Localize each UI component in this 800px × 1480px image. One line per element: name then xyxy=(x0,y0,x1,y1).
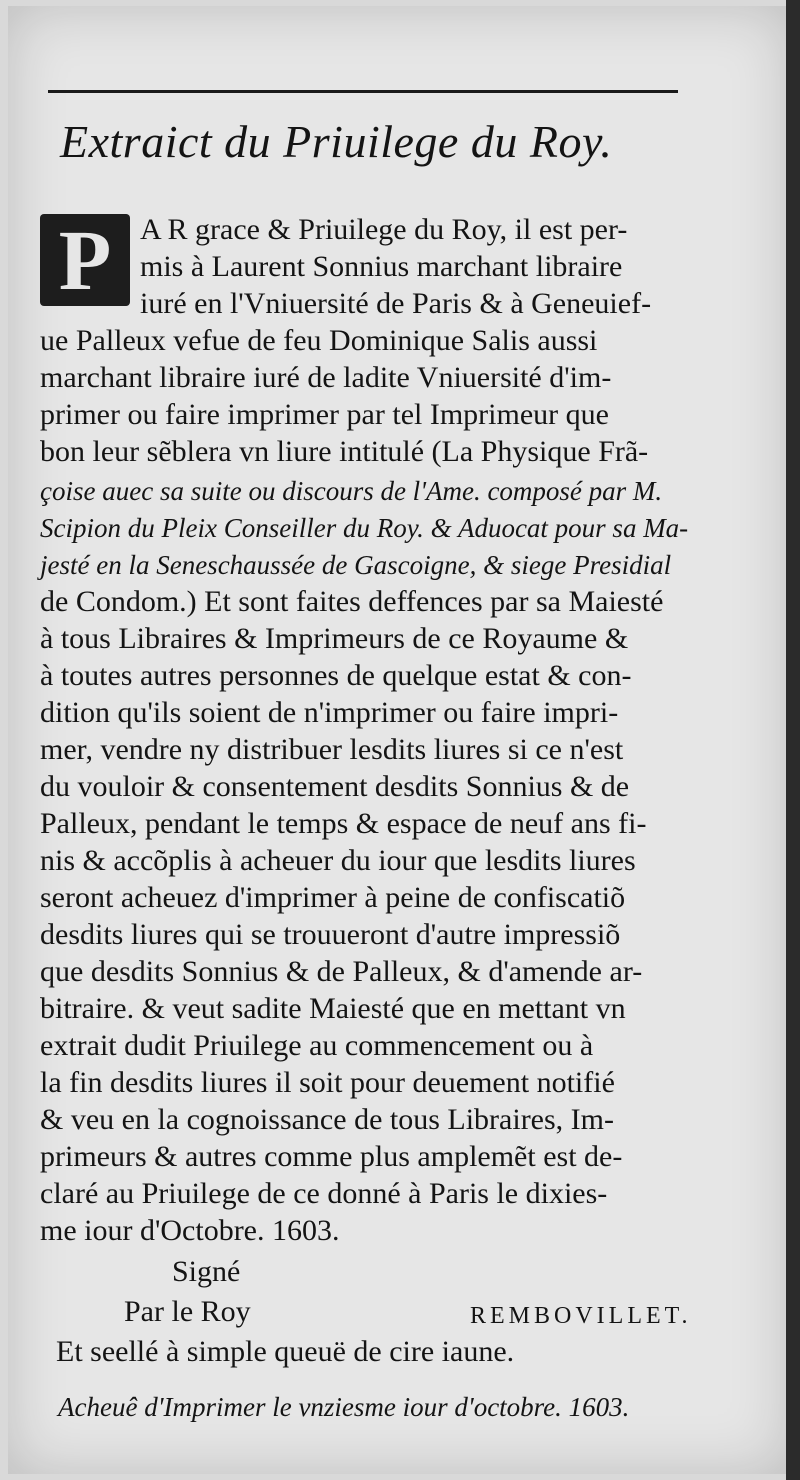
page-edge-shadow xyxy=(786,0,800,1480)
text-line: nis & accõplis à acheuer du iour que lesdits liures xyxy=(40,844,636,877)
text-line: me iour d'Octobre. 1603. xyxy=(40,1214,340,1247)
signe-label: Signé xyxy=(172,1255,241,1288)
text-line: Scipion du Pleix Conseiller du Roy. & Aduocat pour sa Ma- xyxy=(40,513,689,543)
text-line: seront acheuez d'imprimer à peine de confiscatiõ xyxy=(40,881,626,914)
text-line: du vouloir & consentement desdits Sonnius & de xyxy=(40,770,630,803)
text-line: claré au Priuilege de ce donné à Paris le dixies- xyxy=(40,1177,608,1210)
signatory-name: REMBOVILLET. xyxy=(470,1303,692,1329)
text-line: que desdits Sonnius & de Palleux, & d'amende ar- xyxy=(40,955,643,988)
text-line: Palleux, pendant le temps & espace de neuf ans fi- xyxy=(40,807,647,840)
drop-cap-initial: P xyxy=(40,214,130,306)
par-le-roy-label: Par le Roy xyxy=(124,1295,251,1328)
text-line: extrait dudit Priuilege au commencement ou à xyxy=(40,1029,594,1062)
text-line: dition qu'ils soient de n'imprimer ou faire impri- xyxy=(40,696,619,729)
text-line: la fin desdits liures il soit pour deuement notifié xyxy=(40,1066,615,1099)
text-line: iuré en l'Vniuersité de Paris & à Geneuief- xyxy=(140,287,652,320)
text-line: marchant libraire iuré de ladite Vniuersité d'im- xyxy=(40,361,612,394)
top-rule xyxy=(48,90,678,93)
text-line: à tous Libraires & Imprimeurs de ce Royaume & xyxy=(40,622,629,655)
text-line: A R grace & Priuilege du Roy, il est per- xyxy=(140,213,628,246)
page-title: Extraict du Priuilege du Roy. xyxy=(60,116,613,167)
text-line: çoise auec sa suite ou discours de l'Ame. composé par M. xyxy=(40,476,663,506)
text-line: de Condom.) Et sont faites deffences par sa Maiesté xyxy=(40,585,664,618)
text-line: bon leur sẽblera vn liure intitulé (La Physique Frã- xyxy=(40,435,649,468)
text-line: primeurs & autres comme plus amplemẽt est de- xyxy=(40,1140,623,1173)
text-line: desdits liures qui se trouueront d'autre impressiõ xyxy=(40,918,621,951)
text-line: jesté en la Seneschaussée de Gascoigne, & siege Presidial xyxy=(40,550,672,580)
text-line: ue Palleux vefue de feu Dominique Salis aussi xyxy=(40,324,598,357)
text-line: bitraire. & veut sadite Maiesté que en mettant vn xyxy=(40,992,626,1025)
seal-line: Et seellé à simple queuë de cire iaune. xyxy=(56,1335,515,1368)
text-line: mis à Laurent Sonnius marchant libraire xyxy=(140,250,623,283)
colophon-line: Acheuê d'Imprimer le vnziesme iour d'octobre. 1603. xyxy=(58,1392,630,1422)
text-line: primer ou faire imprimer par tel Imprimeur que xyxy=(40,398,609,431)
text-line: à toutes autres personnes de quelque estat & con- xyxy=(40,659,632,692)
text-line: mer, vendre ny distribuer lesdits liures si ce n'est xyxy=(40,733,624,766)
text-line: & veu en la cognoissance de tous Libraires, Im- xyxy=(40,1103,614,1136)
